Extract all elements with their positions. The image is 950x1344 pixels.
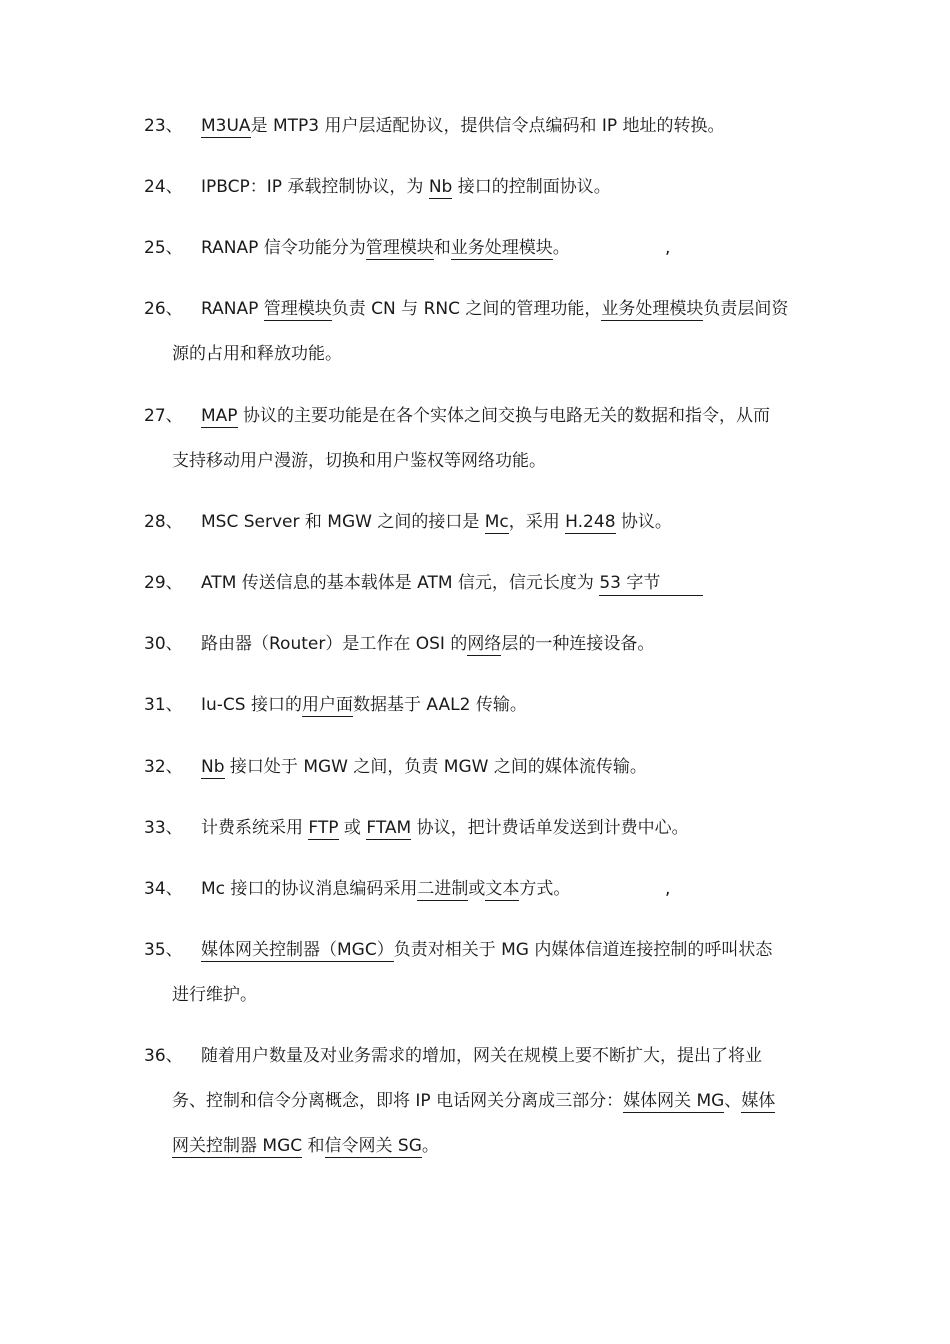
- item-text: RANAP: [201, 299, 264, 319]
- list-item: [144, 683, 824, 728]
- answer-blank: MAP: [201, 406, 238, 426]
- item-text: 进行维护。: [172, 985, 257, 1005]
- item-text: 源的占用和释放功能。: [172, 344, 342, 364]
- list-item: [144, 1034, 824, 1169]
- list-item: [144, 806, 824, 851]
- item-text: 接口处于 MGW 之间，负责 MGW 之间的媒体流传输。: [224, 757, 647, 777]
- item-line: [144, 1124, 824, 1169]
- answer-blank: 网关控制器 MGC: [172, 1136, 303, 1156]
- list-item: [144, 867, 824, 912]
- answer-blank: 媒体: [741, 1091, 776, 1111]
- item-line: [144, 439, 824, 484]
- stray-mark: ,: [665, 879, 671, 899]
- item-text: 层的一种连接设备。: [501, 634, 655, 654]
- item-line: [144, 806, 824, 851]
- answer-blank: FTAM: [366, 818, 412, 838]
- item-text: 协议，把计费话单发送到计费中心。: [411, 818, 689, 838]
- item-line: [144, 561, 824, 606]
- item-line: [144, 1079, 824, 1124]
- item-text: 或: [338, 818, 367, 838]
- item-number: 29、: [144, 573, 183, 593]
- item-number: 26、: [144, 299, 183, 319]
- item-text: 计费系统采用: [201, 818, 309, 838]
- list-item: [144, 500, 824, 545]
- item-line: [144, 332, 824, 377]
- item-text: 负责对相关于 MG 内媒体信道连接控制的呼叫状态: [393, 940, 773, 960]
- item-number: 36、: [144, 1046, 183, 1066]
- answer-blank: 业务处理模块: [601, 299, 704, 319]
- item-line: [144, 1034, 824, 1079]
- item-line: [144, 928, 824, 973]
- item-text: 协议。: [615, 512, 672, 532]
- item-number: 24、: [144, 177, 183, 197]
- list-item: [144, 226, 824, 271]
- list-item: [144, 104, 824, 149]
- item-number: 35、: [144, 940, 183, 960]
- answer-blank: 业务处理模块: [450, 238, 553, 258]
- item-number: 30、: [144, 634, 183, 654]
- answer-blank: Nb: [428, 177, 453, 197]
- item-text: 务、控制和信令分离概念，即将 IP 电话网关分离成三部分：: [172, 1091, 624, 1111]
- list-item: [144, 394, 824, 484]
- item-text: Mc 接口的协议消息编码采用: [201, 879, 418, 899]
- item-text: 和: [302, 1136, 325, 1156]
- answer-blank: 管理模块: [365, 238, 434, 258]
- answer-blank: 文本: [485, 879, 520, 899]
- item-line: [144, 622, 824, 667]
- item-text: 路由器（Router）是工作在 OSI 的: [201, 634, 468, 654]
- item-number: 25、: [144, 238, 183, 258]
- item-text: 是 MTP3 用户层适配协议，提供信令点编码和 IP 地址的转换。: [250, 116, 725, 136]
- answer-blank: 管理模块: [263, 299, 332, 319]
- item-text: 、: [724, 1091, 742, 1111]
- list-item: [144, 928, 824, 1018]
- item-text: 。: [421, 1136, 439, 1156]
- item-line: [144, 394, 824, 439]
- item-text: 方式。: [519, 879, 571, 899]
- list-item: [144, 622, 824, 667]
- item-line: [144, 973, 824, 1018]
- list-item: [144, 287, 824, 377]
- item-number: 34、: [144, 879, 183, 899]
- item-text: 和: [433, 238, 451, 258]
- item-text: 数据基于 AAL2 传输。: [353, 695, 527, 715]
- item-text: Iu-CS 接口的: [201, 695, 302, 715]
- item-text: 。: [552, 238, 570, 258]
- item-line: [144, 287, 824, 332]
- item-text: 随着用户数量及对业务需求的增加，网关在规模上要不断扩大，提出了将业: [201, 1046, 762, 1066]
- item-text: ，采用: [508, 512, 566, 532]
- item-line: [144, 165, 824, 210]
- item-text: ATM 传送信息的基本载体是 ATM 信元，信元长度为: [201, 573, 600, 593]
- item-number: 32、: [144, 757, 183, 777]
- item-text: 协议的主要功能是在各个实体之间交换与电路无关的数据和指令，从而: [237, 406, 770, 426]
- answer-blank: 媒体网关控制器（MGC）: [201, 940, 394, 960]
- answer-blank: Mc: [484, 512, 509, 532]
- item-text: 或: [468, 879, 486, 899]
- item-line: [144, 683, 824, 728]
- answer-blank: 信令网关 SG: [324, 1136, 422, 1156]
- list-item: [144, 745, 824, 790]
- item-text: 接口的控制面协议。: [452, 177, 611, 197]
- item-text: 支持移动用户漫游，切换和用户鉴权等网络功能。: [172, 451, 546, 471]
- list-item: [144, 561, 824, 606]
- answer-blank: FTP: [308, 818, 339, 838]
- answer-blank: 网络: [467, 634, 502, 654]
- item-text: 负责层间资: [703, 299, 789, 319]
- answer-blank: 媒体网关 MG: [623, 1091, 725, 1111]
- item-number: 33、: [144, 818, 183, 838]
- answer-blank: H.248: [565, 512, 616, 532]
- list-item: [144, 165, 824, 210]
- item-line: [144, 745, 824, 790]
- item-line: [144, 500, 824, 545]
- item-line: [144, 226, 824, 271]
- answer-blank: 二进制: [417, 879, 469, 899]
- item-number: 31、: [144, 695, 183, 715]
- answer-blank: 用户面: [302, 695, 353, 715]
- item-text: 负责 CN 与 RNC 之间的管理功能，: [331, 299, 602, 319]
- answer-blank: Nb: [201, 757, 225, 777]
- stray-mark: ,: [665, 238, 671, 258]
- answer-blank: M3UA: [201, 116, 251, 136]
- item-text: IPBCP：IP 承载控制协议，为: [201, 177, 429, 197]
- item-number: 27、: [144, 406, 183, 426]
- item-text: MSC Server 和 MGW 之间的接口是: [201, 512, 485, 532]
- item-number: 23、: [144, 116, 183, 136]
- answer-blank: 53 字节: [599, 572, 703, 596]
- item-line: [144, 104, 824, 149]
- item-text: RANAP 信令功能分为: [201, 238, 366, 258]
- item-line: [144, 867, 824, 912]
- item-number: 28、: [144, 512, 183, 532]
